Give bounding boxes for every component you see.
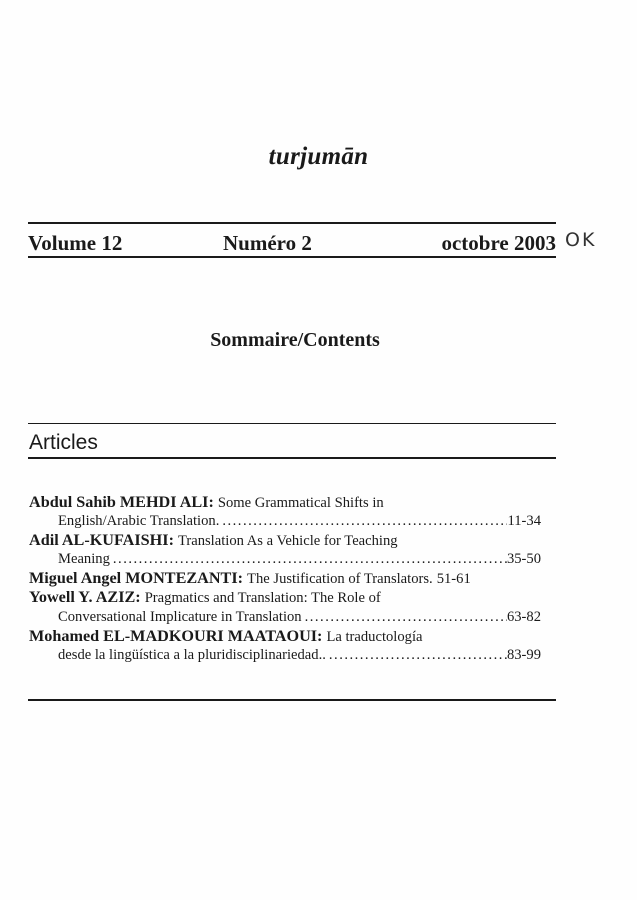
toc-entry-continuation xyxy=(29,608,541,627)
handwritten-ok-mark: OK xyxy=(565,229,597,251)
section-top-rule xyxy=(28,423,556,424)
toc-entry xyxy=(29,588,541,607)
toc-title: The Justification of Translators. xyxy=(247,571,433,588)
toc-title: Translation As a Vehicle for Teaching xyxy=(177,533,398,550)
toc-pages: 83-99 xyxy=(506,646,541,663)
toc-title: Pragmatics and Translation: The Role of xyxy=(144,590,381,607)
dot-leader xyxy=(110,550,507,569)
dot-leader xyxy=(326,646,507,665)
toc-title: La traductología xyxy=(326,628,423,645)
toc-pages: 11-34 xyxy=(507,513,541,530)
toc-entry xyxy=(29,493,541,512)
toc-author: Abdul Sahib MEHDI ALI: xyxy=(29,493,214,511)
toc-title: desde la lingüística a la pluridisciplinariedad.. xyxy=(58,646,326,663)
toc-author: Yowell Y. AZIZ: xyxy=(29,588,141,607)
issue-underline xyxy=(28,256,556,258)
toc-entry xyxy=(29,531,541,550)
toc-pages: 35-50 xyxy=(506,551,541,568)
table-of-contents xyxy=(29,493,541,665)
issue-date: octobre 2003 xyxy=(441,231,556,255)
section-label: Articles xyxy=(29,431,98,454)
toc-title: Conversational Implicature in Translation xyxy=(58,608,302,625)
toc-pages: 63-82 xyxy=(506,608,541,625)
toc-entry-continuation xyxy=(29,550,541,569)
journal-title: turjumān xyxy=(268,143,369,170)
toc-author: Adil AL-KUFAISHI: xyxy=(29,531,174,550)
issue-number: Numéro 2 xyxy=(223,231,312,255)
toc-title: Some Grammatical Shifts in xyxy=(217,495,384,511)
toc-entry-continuation xyxy=(29,646,541,665)
dot-leader xyxy=(302,608,507,627)
toc-title: Meaning xyxy=(58,551,110,568)
toc-author: Miguel Angel MONTEZANTI: xyxy=(29,569,244,588)
toc-pages: 51-61 xyxy=(436,571,471,588)
toc-entry xyxy=(29,627,541,646)
volume-label: Volume 12 xyxy=(28,231,123,255)
toc-entry-continuation xyxy=(29,512,541,531)
toc-title: English/Arabic Translation. xyxy=(58,513,220,530)
dot-leader xyxy=(219,512,507,531)
contents-heading: Sommaire/Contents xyxy=(210,329,380,351)
bottom-rule xyxy=(28,699,556,701)
toc-author: Mohamed EL-MADKOURI MAATAOUI: xyxy=(29,626,323,645)
toc-entry xyxy=(29,569,541,588)
top-rule xyxy=(28,222,556,224)
section-bottom-rule xyxy=(28,457,556,459)
